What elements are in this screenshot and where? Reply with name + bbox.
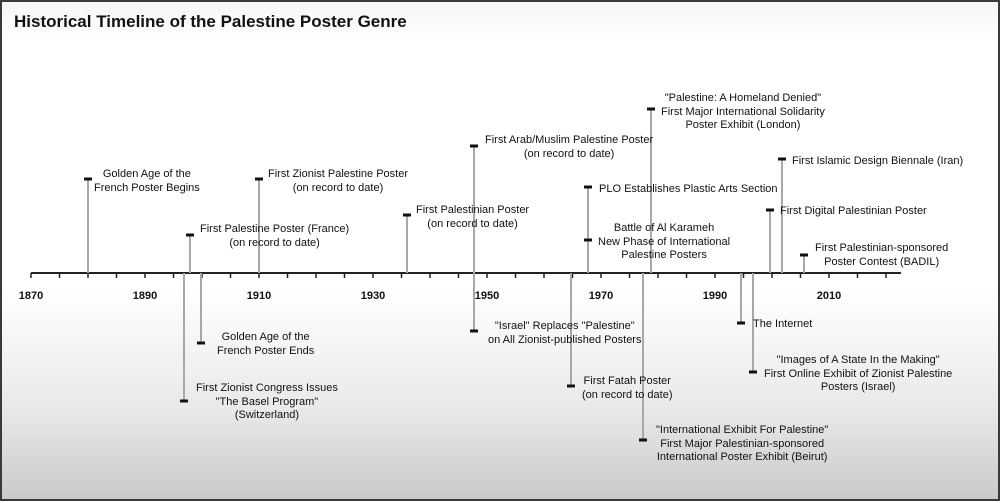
event-marker <box>749 371 757 374</box>
event-marker <box>403 214 411 217</box>
year-label-1970: 1970 <box>588 290 614 302</box>
event-marker <box>737 322 745 325</box>
year-label-1870: 1870 <box>18 290 44 302</box>
event-marker <box>766 209 774 212</box>
event-golden-age-begins: Golden Age of the French Poster Begins <box>94 168 200 194</box>
page-title: Historical Timeline of the Palestine Poster Genre <box>14 12 407 31</box>
event-plo-arts-section: PLO Establishes Plastic Arts Section <box>599 183 778 195</box>
year-label-1990: 1990 <box>702 290 728 302</box>
event-marker <box>584 186 592 189</box>
event-international-exhibit-beirut: "International Exhibit For Palestine" First Major Palestinian-sponsored International Poster Exhibit (Beirut) <box>656 424 829 463</box>
event-basel-program: First Zionist Congress Issues "The Basel Program" (Switzerland) <box>196 382 338 421</box>
event-stems <box>84 108 808 442</box>
event-first-fatah-poster: First Fatah Poster (on record to date) <box>582 375 673 401</box>
event-marker <box>800 254 808 257</box>
event-marker <box>567 385 575 388</box>
year-label-2010: 2010 <box>816 290 842 302</box>
year-label-1890: 1890 <box>132 290 158 302</box>
event-state-in-the-making: "Images of A State In the Making" First Online Exhibit of Zionist Palestine Posters (Israel) <box>764 354 953 393</box>
event-golden-age-ends: Golden Age of the French Poster Ends <box>217 331 315 357</box>
event-marker <box>778 158 786 161</box>
event-marker <box>197 342 205 345</box>
event-first-palestine-poster-france: First Palestine Poster (France) (on record to date) <box>200 223 350 249</box>
event-marker <box>639 439 647 442</box>
event-marker <box>470 145 478 148</box>
event-first-palestinian-poster: First Palestinian Poster (on record to date) <box>416 204 530 230</box>
event-karameh: Battle of Al Karameh New Phase of International Palestine Posters <box>598 222 731 261</box>
event-first-arab-muslim-poster: First Arab/Muslim Palestine Poster (on record to date) <box>485 134 654 160</box>
event-marker <box>255 178 263 181</box>
event-marker <box>470 330 478 333</box>
event-marker <box>186 234 194 237</box>
event-islamic-biennale: First Islamic Design Biennale (Iran) <box>792 155 964 167</box>
year-label-1950: 1950 <box>474 290 500 302</box>
event-homeland-denied: "Palestine: A Homeland Denied" First Major International Solidarity Poster Exhibit (London) <box>661 92 825 131</box>
event-first-digital-poster: First Digital Palestinian Poster <box>780 205 927 217</box>
event-marker <box>584 239 592 242</box>
year-label-1910: 1910 <box>246 290 272 302</box>
event-marker <box>84 178 92 181</box>
event-marker <box>647 108 655 111</box>
event-first-zionist-poster: First Zionist Palestine Poster (on record to date) <box>268 168 408 194</box>
event-israel-replaces-palestine: "Israel" Replaces "Palestine" on All Zionist-published Posters <box>488 320 642 346</box>
event-marker <box>180 400 188 403</box>
year-label-1930: 1930 <box>360 290 386 302</box>
event-the-internet: The Internet <box>753 318 813 330</box>
event-badil-contest: First Palestinian-sponsored Poster Contest (BADIL) <box>815 242 949 268</box>
